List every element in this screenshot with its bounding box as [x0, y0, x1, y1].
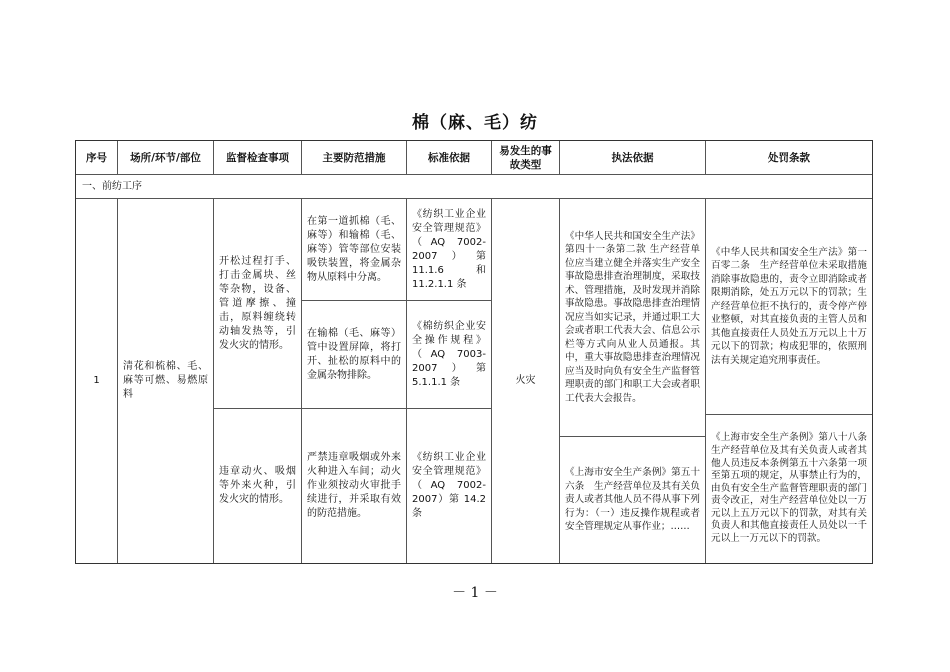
standard-2: 《棉纺织企业安全操作规程》（AQ 7003-2007）第 5.1.1.1 条: [407, 301, 492, 409]
row-place: 清花和梳棉、毛、麻等可燃、易燃原料: [118, 199, 214, 563]
regulation-table: [75, 140, 877, 564]
accident-type: 火灾: [492, 199, 560, 563]
header-accident: 易发生的事故类型: [492, 141, 560, 175]
standard-3: 《纺织工业企业安全管理规范》（AQ 7002-2007）第 14.2 条: [407, 409, 492, 563]
law-2: 《上海市安全生产条例》第五十六条 生产经营单位及其有关负责人或者其他人员不得从事下列行为：（一）违反操作规程或者安全管理规定从事作业；……: [560, 437, 706, 563]
check-item-1: 开松过程打手、打击金属块、丝等杂物，设备、管道摩擦、撞击，原料缠绕转动轴发热等，引发火灾的情形。: [214, 199, 302, 409]
header-law: 执法依据: [560, 141, 706, 175]
section-label: 一、前纺工序: [76, 175, 872, 199]
penalty-1: 《中华人民共和国安全生产法》第一百零二条 生产经营单位未采取措施消除事故隐患的，责令立即消除或者限期消除，处五万元以下的罚款；生产经营单位拒不执行的，责令停产停业整顿，对其直接负责的主管人员和其他直接责任人员处五万元以上十万元以下的罚款；构成犯罪的，依照刑法有关规定追究刑事责任。: [706, 199, 872, 415]
penalty-2: 《上海市安全生产条例》第八十八条 生产经营单位及其有关负责人或者其他人员违反本条例第五十六条第一项至第五项的规定，从事禁止行为的，由负有安全生产监督管理职责的部门责令改正，对生产经营单位处以一万元以上五万元以下的罚款，对其有关负责人和其他直接责任人员处以一千元以上一万元以下的罚款。: [711, 432, 877, 545]
row-seq: 1: [76, 199, 118, 563]
header-check: 监督检查事项: [214, 141, 302, 175]
check-item-2: 违章动火、吸烟等外来火种，引发火灾的情形。: [214, 409, 302, 563]
measure-2: 在输棉（毛、麻等）管中设置屏障，将打开、扯松的原料中的金属杂物排除。: [302, 301, 407, 409]
measure-3: 严禁违章吸烟或外来火种进入车间；动火作业须按动火审批手续进行，并采取有效的防范措施。: [302, 409, 407, 563]
measure-1: 在第一道抓棉（毛、麻等）和输棉（毛、麻等）管等部位安装吸铁装置，将金属杂物从原料中分离。: [302, 199, 407, 301]
header-place: 场所/环节/部位: [118, 141, 214, 175]
header-measures: 主要防范措施: [302, 141, 407, 175]
standard-1: 《纺织工业企业安全管理规范》（AQ 7002-2007）第 11.1.6 和 11.2.1.1 条: [407, 199, 492, 301]
header-penalty: 处罚条款: [706, 141, 872, 175]
page-number: － 1 －: [452, 585, 498, 601]
header-seq: 序号: [76, 141, 118, 175]
page-title: 棉（麻、毛）纺: [412, 113, 538, 133]
header-standard: 标准依据: [407, 141, 492, 175]
law-1: 《中华人民共和国安全生产法》第四十一条第二款 生产经营单位应当建立健全并落实生产安全事故隐患排查治理制度，采取技术、管理措施，及时发现并消除事故隐患。事故隐患排查治理情况应当如实记录，并通过职工大会或者职工代表大会、信息公示栏等方式向从业人员通报。其中，重大事故隐患排查治理情况应当及时向负有安全生产监督管理职责的部门和职工大会或者职工代表大会报告。: [560, 199, 706, 437]
